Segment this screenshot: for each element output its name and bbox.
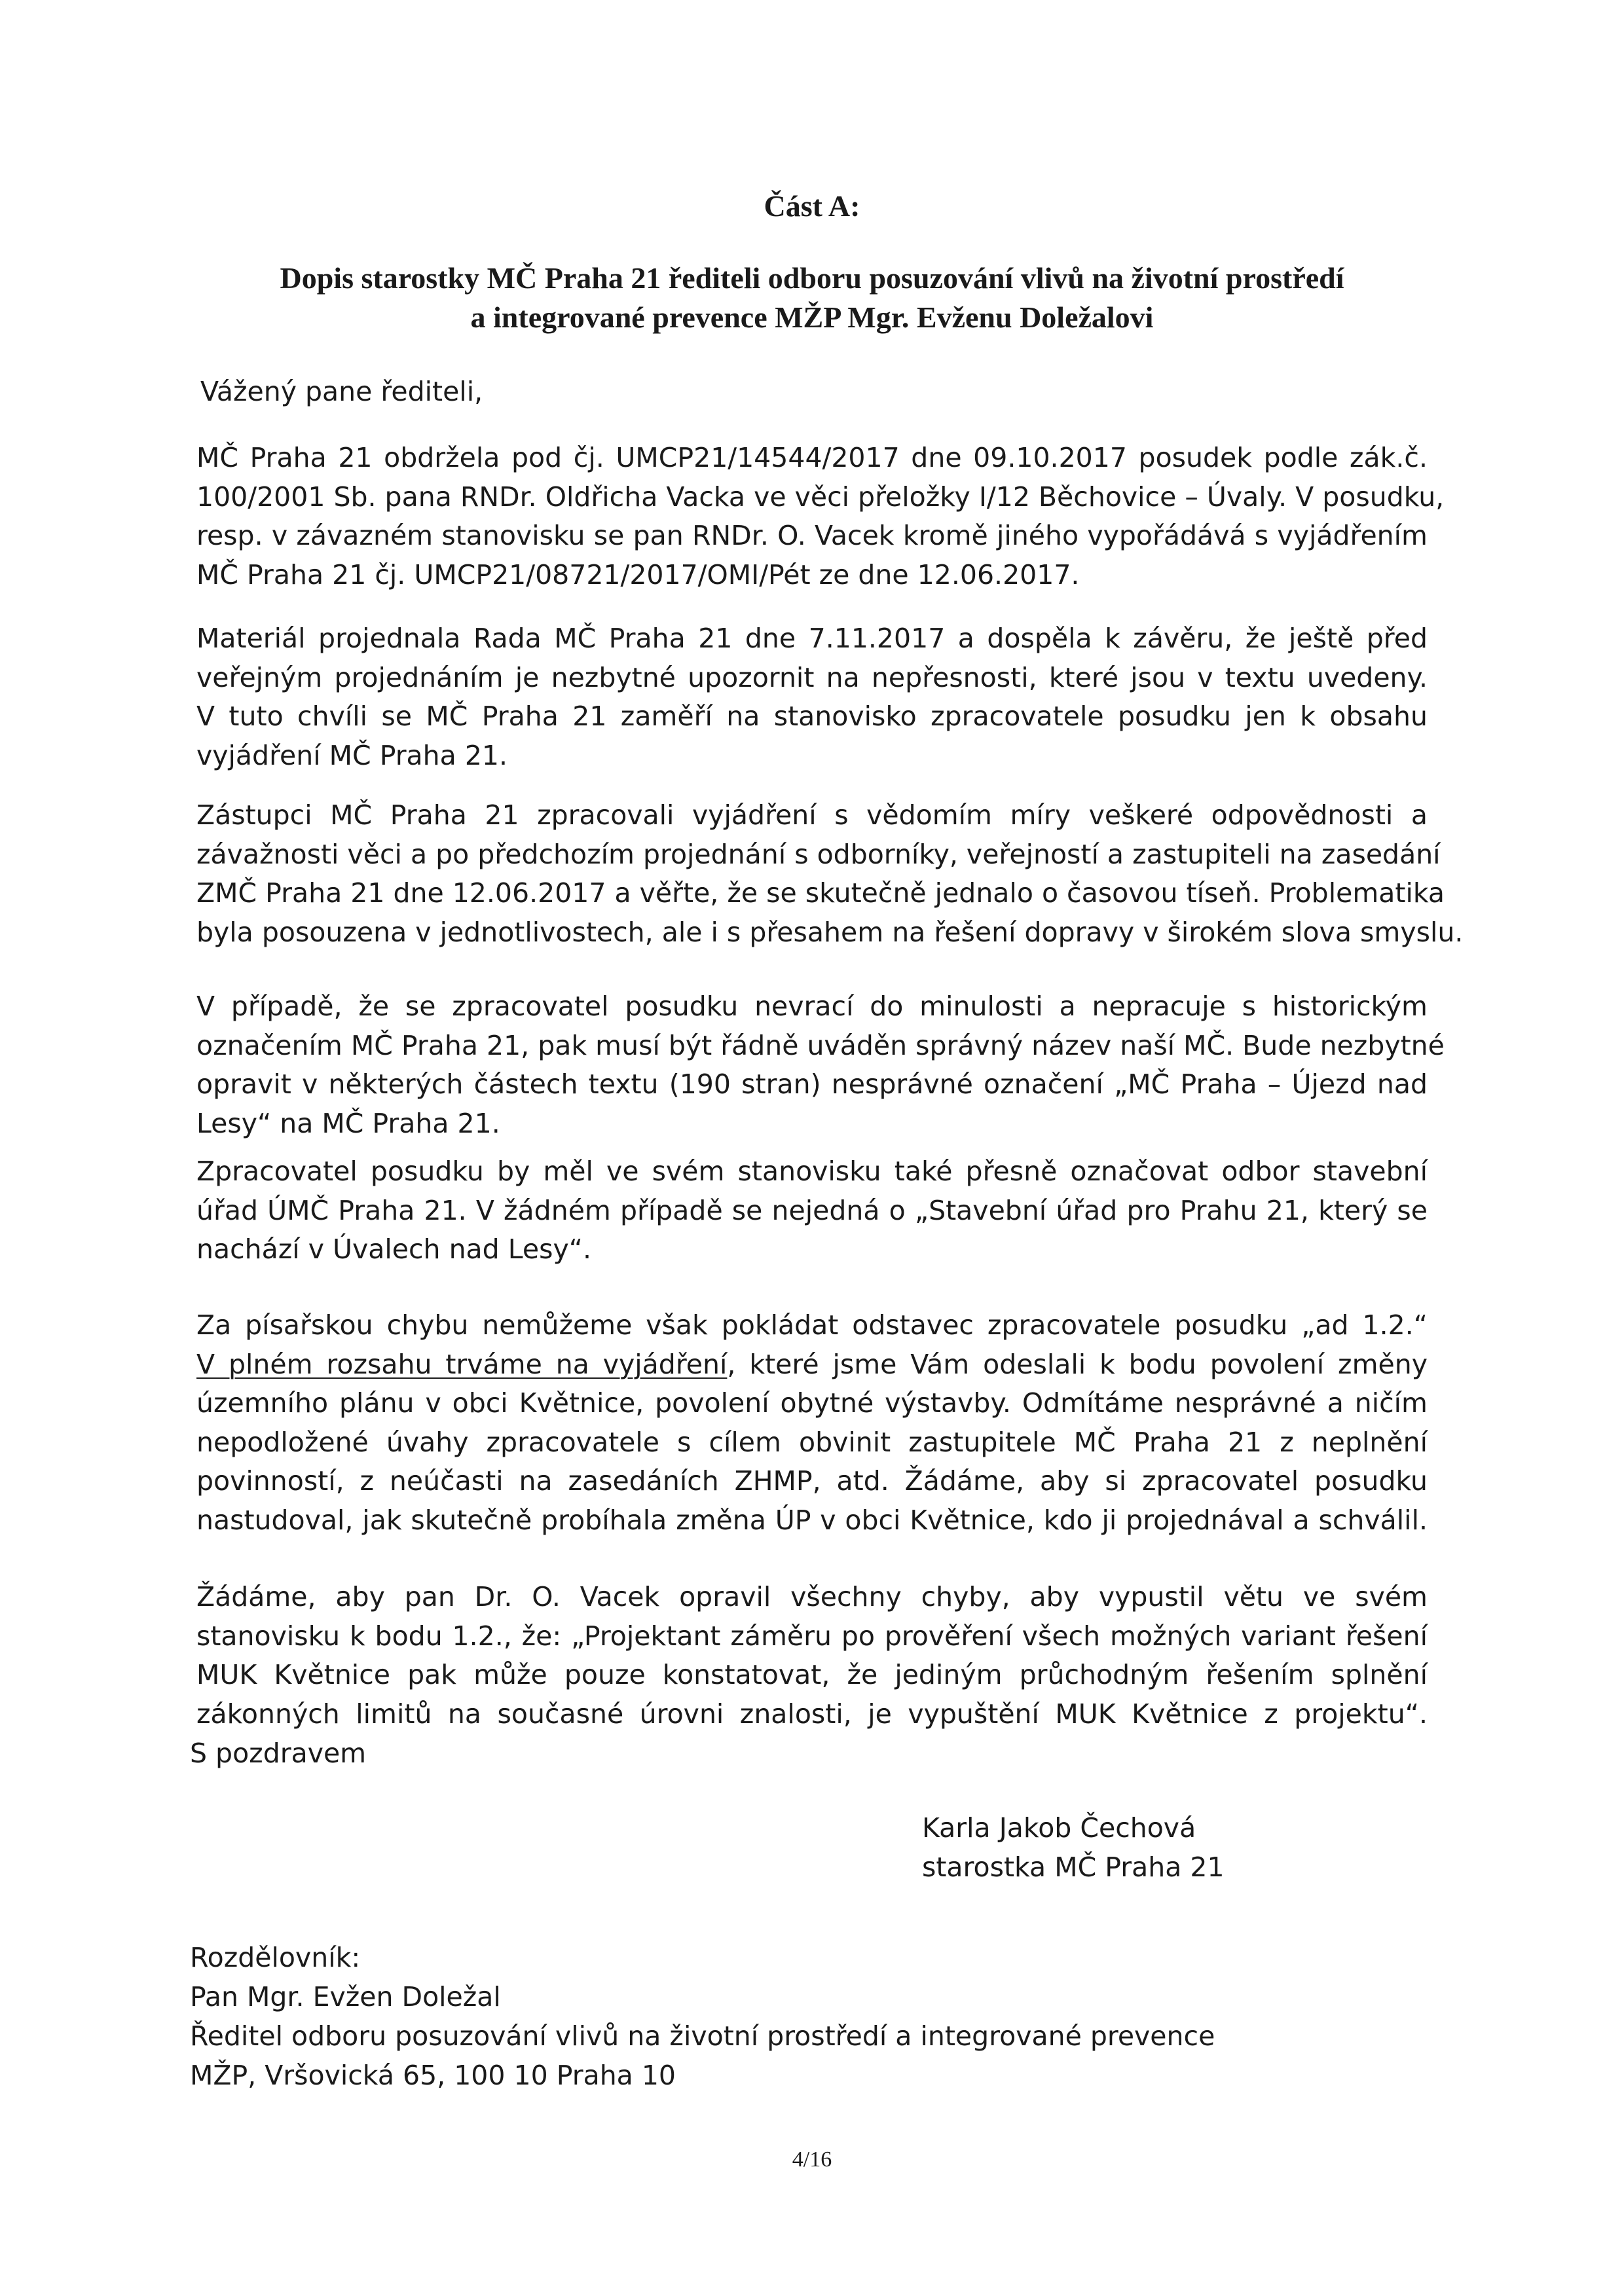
paragraph-line-rest: , které jsme Vám odeslali k bodu povolení změny (727, 1348, 1428, 1380)
paragraph-7 (196, 1578, 1428, 1734)
paragraph-line: V případě, že se zpracovatel posudku nevrací do minulosti a nepracuje s historickým (196, 991, 1428, 1022)
distribution-line: MŽP, Vršovická 65, 100 10 Praha 10 (190, 2060, 676, 2091)
paragraph-line: MČ Praha 21 čj. UMCP21/08721/2017/OMI/Pét ze dne 12.06.2017. (196, 558, 1080, 591)
paragraph-line: nachází v Úvalech nad Lesy“. (196, 1233, 591, 1265)
paragraph-3 (196, 796, 1464, 952)
paragraph-6 (196, 1306, 1428, 1540)
paragraph-line: MČ Praha 21 obdržela pod čj. UMCP21/14544/2017 dne 09.10.2017 posudek podle zák.č. (196, 442, 1428, 473)
distribution-line: Ředitel odboru posuzování vlivů na životní prostředí a integrované prevence (190, 2020, 1215, 2052)
paragraph-line: stanovisku k bodu 1.2., že: „Projektant záměru po prověření všech možných variant řešení (196, 1620, 1428, 1652)
paragraph-line: vyjádření MČ Praha 21. (196, 739, 508, 771)
page-number: 4/16 (792, 2147, 832, 2172)
distribution-line: Pan Mgr. Evžen Doležal (190, 1981, 501, 2013)
paragraph-line: Zástupci MČ Praha 21 zpracovali vyjádření s vědomím míry veškeré odpovědnosti a (196, 799, 1428, 831)
paragraph-line: územního plánu v obci Květnice, povolení obytné výstavby. Odmítáme nesprávné a ničím (196, 1387, 1428, 1419)
greeting: Vážený pane řediteli, (200, 376, 483, 407)
paragraph-line: povinností, z neúčasti na zasedáních ZHMP, atd. Žádáme, aby si zpracovatel posudku (196, 1465, 1428, 1497)
paragraph-line: označením MČ Praha 21, pak musí být řádně uváděn správný název naší MČ. Bude nezbytné (196, 1029, 1445, 1061)
paragraph-line: Lesy“ na MČ Praha 21. (196, 1107, 500, 1139)
paragraph-line: Za písařskou chybu nemůžeme však pokládat odstavec zpracovatele posudku „ad 1.2.“ (196, 1309, 1428, 1341)
paragraph-line: veřejným projednáním je nezbytné upozornit na nepřesnosti, které jsou v textu uvedeny. (196, 661, 1428, 693)
paragraph-line: Materiál projednala Rada MČ Praha 21 dne 7.11.2017 a dospěla k závěru, že ještě před (196, 623, 1428, 654)
paragraph-line: zákonných limitů na současné úrovni znalosti, je vypuštění MUK Květnice z projektu“. (196, 1698, 1428, 1730)
signature-role: starostka MČ Praha 21 (922, 1851, 1225, 1883)
paragraph-4 (196, 987, 1445, 1143)
paragraph-line: nastudoval, jak skutečně probíhala změna ÚP v obci Květnice, kdo ji projednával a schválil. (196, 1504, 1428, 1536)
letter-title-line-2: a integrované prevence MŽP Mgr. Evženu Doležalovi (470, 301, 1154, 334)
paragraph-line: Zpracovatel posudku by měl ve svém stanovisku také přesně označovat odbor stavební (196, 1156, 1428, 1187)
paragraph-2 (196, 619, 1428, 775)
paragraph-line: V tuto chvíli se MČ Praha 21 zaměří na stanovisko zpracovatele posudku jen k obsahu (196, 701, 1428, 732)
paragraph-line: 100/2001 Sb. pana RNDr. Oldřicha Vacka ve věci přeložky I/12 Běchovice – Úvaly. V posudku, (196, 481, 1445, 513)
letter-title-line-1: Dopis starostky MČ Praha 21 řediteli odboru posuzování vlivů na životní prostředí (280, 261, 1344, 295)
part-title: Část A: (764, 189, 860, 223)
paragraph-line: závažnosti věci a po předchozím projednání s odborníky, veřejností a zastupiteli na zasedání (196, 838, 1441, 870)
paragraph-line: úřad ÚMČ Praha 21. V žádném případě se nejedná o „Stavební úřad pro Prahu 21, který se (196, 1194, 1428, 1226)
paragraph-line: Žádáme, aby pan Dr. O. Vacek opravil všechny chyby, aby vypustil větu ve svém (196, 1581, 1428, 1613)
paragraph-line: byla posouzena v jednotlivostech, ale i s přesahem na řešení dopravy v širokém slova smyslu. (196, 916, 1464, 948)
signature-name: Karla Jakob Čechová (922, 1812, 1196, 1844)
paragraph-line: resp. v závazném stanovisku se pan RNDr. O. Vacek kromě jiného vypořádává s vyjádřením (196, 520, 1428, 551)
distribution-label: Rozdělovník: (190, 1942, 361, 1973)
paragraph-line: ZMČ Praha 21 dne 12.06.2017 a věřte, že se skutečně jednalo o časovou tíseň. Problematika (196, 877, 1445, 909)
paragraph-5 (196, 1152, 1428, 1269)
underlined-phrase: V plném rozsahu trváme na vyjádření (196, 1348, 728, 1380)
paragraph-line (196, 1345, 1428, 1385)
paragraph-line: opravit v některých částech textu (190 stran) nesprávné označení „MČ Praha – Újezd nad (196, 1068, 1428, 1100)
paragraph-line: nepodložené úvahy zpracovatele s cílem obvinit zastupitele MČ Praha 21 z neplnění (196, 1426, 1428, 1458)
paragraph-1 (196, 439, 1445, 594)
paragraph-line: MUK Květnice pak může pouze konstatovat, že jediným průchodným řešením splnění (196, 1659, 1428, 1690)
closing: S pozdravem (190, 1738, 367, 1769)
